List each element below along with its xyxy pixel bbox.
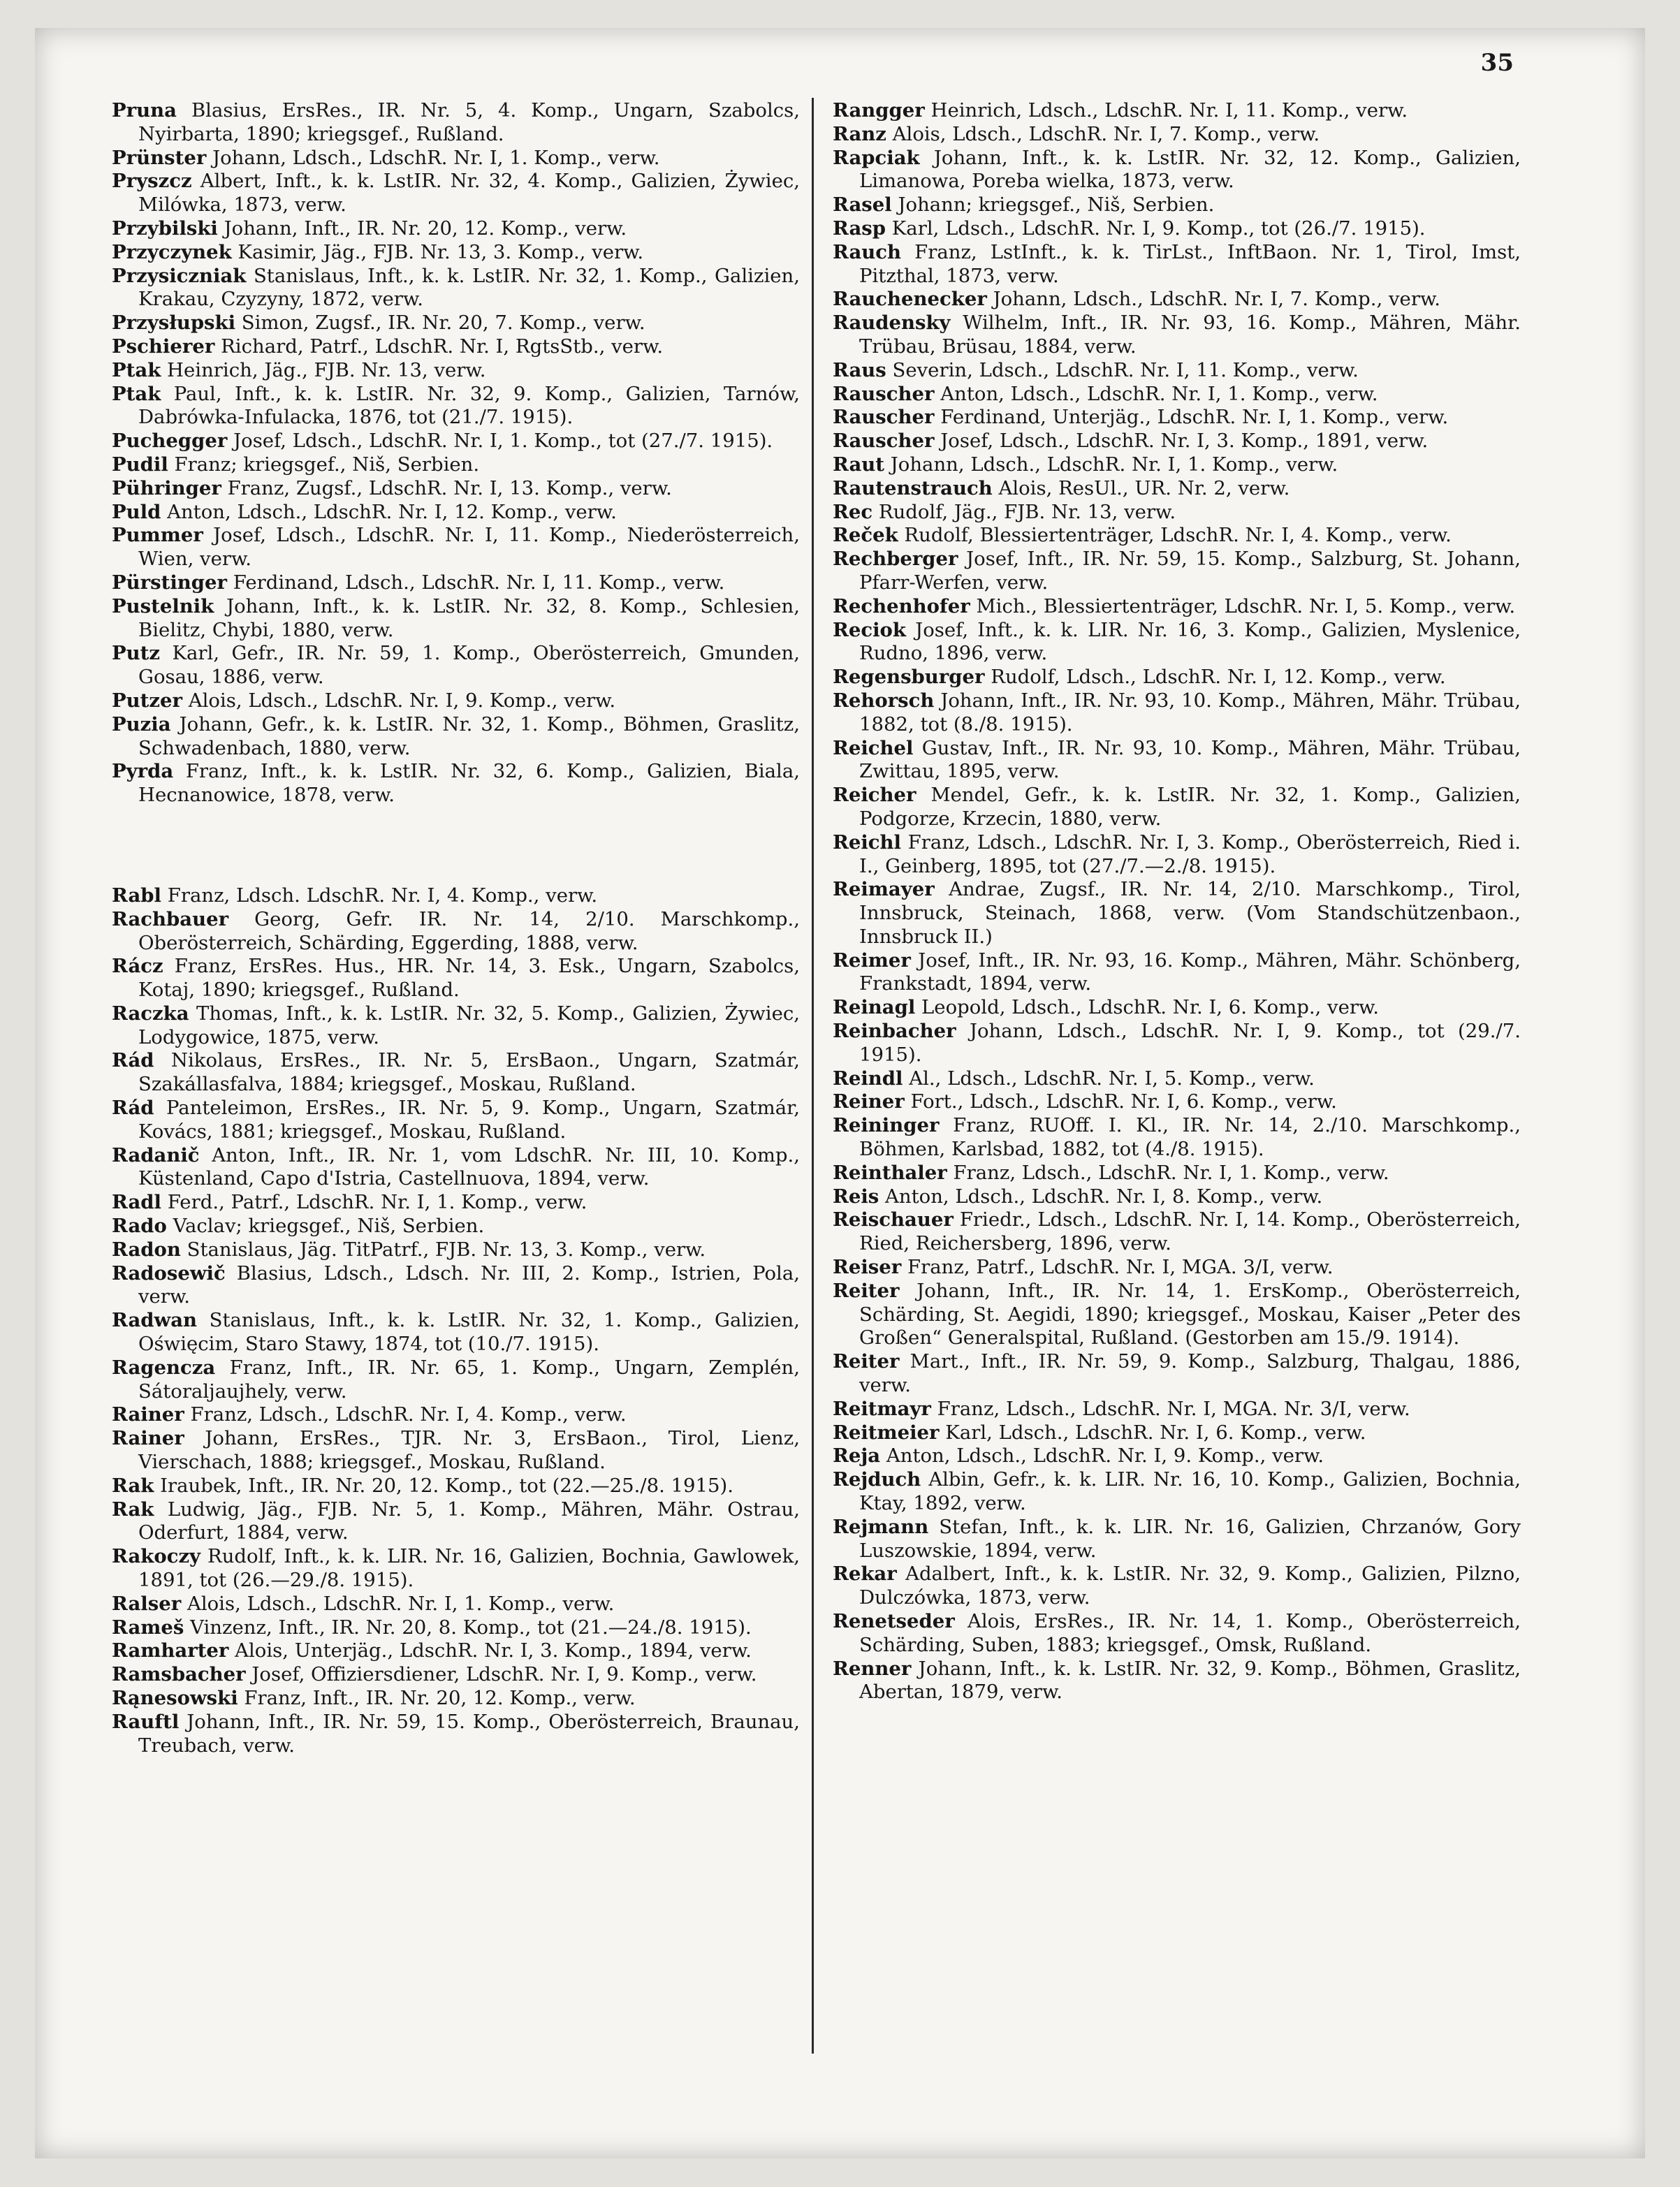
entry-details: Johann, Ldsch., LdschR. Nr. I, 7. Komp., verw.: [993, 288, 1440, 311]
entry-details: Georg, Gefr. IR. Nr. 14, 2/10. Marschkomp., Oberösterreich, Schärding, Eggerding, 1888, verw.: [138, 907, 800, 954]
register-entry: [112, 1002, 800, 1050]
entry-details: Mendel, Gefr., k. k. LstIR. Nr. 32, 1. Komp., Galizien, Podgorze, Krzecin, 1880, verw.: [859, 784, 1521, 830]
entry-surname: Rasel: [833, 193, 892, 217]
register-entry: [112, 1238, 800, 1262]
entry-surname: Pyrda: [112, 760, 174, 783]
register-entry: [833, 949, 1521, 997]
entry-surname: Rec: [833, 500, 873, 523]
register-entry: [112, 501, 800, 525]
register-entry: [112, 1498, 800, 1546]
entry-surname: Puld: [112, 500, 161, 523]
entry-surname: Pschierer: [112, 335, 215, 358]
register-entry: [112, 477, 800, 501]
entry-details: Franz, Ldsch., LdschR. Nr. I, 4. Komp., verw.: [190, 1403, 627, 1426]
entry-surname: Reciok: [833, 618, 906, 641]
entry-surname: Reichl: [833, 831, 901, 854]
register-entry: [112, 217, 800, 241]
entry-details: Josef, Ldsch., LdschR. Nr. I, 3. Komp., 1891, verw.: [940, 430, 1429, 453]
entry-surname: Ragencza: [112, 1356, 216, 1379]
register-entry: [833, 1020, 1521, 1067]
register-entry: [112, 1262, 800, 1310]
register-entry: [833, 193, 1521, 217]
register-entry: [833, 1185, 1521, 1209]
entry-details: Franz; kriegsgef., Niš, Serbien.: [174, 453, 480, 476]
entry-details: Alois, Ldsch., LdschR. Nr. I, 9. Komp., verw.: [188, 689, 616, 712]
entry-details: Johann, Inft., k. k. LstIR. Nr. 32, 8. Komp., Schlesien, Bielitz, Chybi, 1880, verw.: [138, 594, 800, 641]
entry-details: Vinzenz, Inft., IR. Nr. 20, 8. Komp., tot (21.—24./8. 1915).: [190, 1616, 752, 1639]
register-entry: [112, 1711, 800, 1758]
entry-details: Johann, Inft., IR. Nr. 20, 12. Komp., verw.: [224, 217, 627, 240]
entry-surname: Rautenstrauch: [833, 476, 993, 499]
entry-surname: Ramharter: [112, 1639, 229, 1662]
entry-surname: Reiter: [833, 1279, 900, 1302]
entry-details: Franz, Inft., IR. Nr. 20, 12. Komp., verw.: [244, 1687, 636, 1709]
entry-details: Stanislaus, Inft., k. k. LstIR. Nr. 32, 1. Komp., Galizien, Krakau, Czyzyny, 1872, verw.: [138, 264, 800, 311]
entry-details: Josef, Ldsch., LdschR. Nr. I, 1. Komp., tot (27./7. 1915).: [233, 430, 773, 453]
entry-surname: Putzer: [112, 689, 182, 712]
register-entry: [112, 908, 800, 956]
entry-details: Fort., Ldsch., LdschR. Nr. I, 6. Komp., verw.: [910, 1090, 1337, 1113]
entry-surname: Reischauer: [833, 1208, 954, 1231]
entry-surname: Rasp: [833, 217, 886, 240]
entry-details: Alois, ErsRes., IR. Nr. 14, 1. Komp., Oberösterreich, Schärding, Suben, 1883; kriegsgef., Omsk, Rußland.: [859, 1610, 1521, 1656]
entry-details: Severin, Ldsch., LdschR. Nr. I, 11. Komp., verw.: [892, 358, 1359, 381]
entry-details: Paul, Inft., k. k. LstIR. Nr. 32, 9. Komp., Galizien, Tarnów, Dabrówka-Infulacka, 1876, tot (21./7. 1915).: [138, 382, 800, 429]
entry-surname: Reinthaler: [833, 1161, 947, 1184]
entry-surname: Radanič: [112, 1143, 200, 1166]
entry-surname: Rachbauer: [112, 907, 229, 930]
entry-surname: Reiser: [833, 1256, 902, 1279]
left-column: [112, 99, 800, 1757]
register-entry: [112, 1616, 800, 1640]
entry-surname: Pürstinger: [112, 571, 227, 594]
register-entry: [833, 1563, 1521, 1610]
register-entry: [112, 1639, 800, 1663]
entry-surname: Rácz: [112, 955, 163, 978]
register-entry: [112, 1144, 800, 1192]
register-entry: [833, 524, 1521, 548]
entry-surname: Reimer: [833, 949, 911, 972]
entry-details: Alois, ResUl., UR. Nr. 2, verw.: [998, 476, 1290, 499]
entry-surname: Rabl: [112, 884, 161, 907]
entry-details: Josef, Inft., IR. Nr. 59, 15. Komp., Salzburg, St. Johann, Pfarr-Werfen, verw.: [859, 548, 1521, 594]
entry-details: Johann, Inft., k. k. LstIR. Nr. 32, 12. Komp., Galizien, Limanowa, Poreba wielka, 1873, verw.: [859, 146, 1521, 193]
entry-details: Johann, Ldsch., LdschR. Nr. I, 1. Komp., verw.: [890, 453, 1338, 476]
register-entry: [833, 501, 1521, 525]
register-entry: [833, 406, 1521, 430]
entry-details: Gustav, Inft., IR. Nr. 93, 10. Komp., Mähren, Mähr. Trübau, Zwittau, 1895, verw.: [859, 736, 1521, 783]
entry-details: Alois, Ldsch., LdschR. Nr. I, 1. Komp., verw.: [187, 1592, 615, 1615]
register-entry: [833, 1398, 1521, 1421]
entry-surname: Reininger: [833, 1114, 940, 1137]
register-entry: [112, 265, 800, 312]
register-entry: [112, 312, 800, 335]
entry-surname: Radon: [112, 1238, 181, 1261]
entry-surname: Rekar: [833, 1563, 897, 1586]
entry-surname: Renetseder: [833, 1610, 955, 1632]
entry-surname: Rauscher: [833, 382, 935, 405]
register-entry: [112, 595, 800, 643]
entry-surname: Przysiczniak: [112, 264, 247, 287]
entry-surname: Rechenhofer: [833, 594, 970, 617]
register-entry: [112, 1475, 800, 1498]
register-entry: [833, 1114, 1521, 1162]
register-entry: [112, 1687, 800, 1711]
register-entry: [833, 1090, 1521, 1114]
register-entry: [833, 1208, 1521, 1256]
entry-details: Heinrich, Jäg., FJB. Nr. 13, verw.: [167, 358, 486, 381]
register-entry: [833, 1256, 1521, 1280]
register-entry: [112, 170, 800, 217]
register-entry: [833, 123, 1521, 147]
register-entry: [833, 383, 1521, 407]
register-entry: [112, 147, 800, 170]
entry-details: Franz, Ldsch. LdschR. Nr. I, 4. Komp., verw.: [167, 884, 598, 907]
entry-details: Franz, Inft., k. k. LstIR. Nr. 32, 6. Komp., Galizien, Biala, Hecnanowice, 1878, verw.: [138, 760, 800, 807]
entry-surname: Rád: [112, 1097, 154, 1120]
entry-details: Karl, Ldsch., LdschR. Nr. I, 9. Komp., tot (26./7. 1915).: [891, 217, 1426, 240]
register-entry: [833, 1468, 1521, 1516]
entry-details: Mich., Blessiertenträger, LdschR. Nr. I, 5. Komp., verw.: [976, 594, 1516, 617]
register-entry: [833, 619, 1521, 666]
register-entry: [833, 784, 1521, 831]
entry-surname: Rejduch: [833, 1468, 921, 1491]
entry-details: Johann; kriegsgef., Niš, Serbien.: [898, 193, 1215, 217]
entry-details: Heinrich, Ldsch., LdschR. Nr. I, 11. Komp., verw.: [930, 99, 1408, 122]
entry-surname: Rak: [112, 1474, 154, 1497]
entry-details: Iraubek, Inft., IR. Nr. 20, 12. Komp., tot (22.—25./8. 1915).: [160, 1474, 734, 1497]
entry-surname: Pühringer: [112, 476, 221, 499]
entry-details: Ferdinand, Ldsch., LdschR. Nr. I, 11. Komp., verw.: [233, 571, 725, 594]
entry-surname: Przyczynek: [112, 240, 232, 263]
register-entry: [833, 1444, 1521, 1468]
register-entry: [833, 453, 1521, 477]
entry-details: Josef, Offiziersdiener, LdschR. Nr. I, 9. Komp., verw.: [251, 1663, 757, 1686]
entry-surname: Raus: [833, 358, 886, 381]
register-entry: [833, 1067, 1521, 1091]
entry-details: Franz, Ldsch., LdschR. Nr. I, MGA. Nr. 3/I, verw.: [937, 1397, 1410, 1420]
entry-details: Blasius, ErsRes., IR. Nr. 5, 4. Komp., Ungarn, Szabolcs, Nyirbarta, 1890; kriegsgef., Rußland.: [138, 99, 800, 145]
register-entry: [112, 884, 800, 908]
register-entry: [112, 1545, 800, 1593]
register-entry: [833, 666, 1521, 689]
register-entry: [833, 99, 1521, 123]
entry-surname: Rehorsch: [833, 689, 935, 712]
entry-surname: Ramsbacher: [112, 1663, 246, 1686]
entry-surname: Reimayer: [833, 878, 935, 901]
entry-details: Johann, Ldsch., LdschR. Nr. I, 9. Komp., tot (29./7. 1915).: [859, 1020, 1521, 1066]
entry-details: Franz, ErsRes. Hus., HR. Nr. 14, 3. Esk., Ungarn, Szabolcs, Kotaj, 1890; kriegsgef., Rußland.: [138, 955, 800, 1002]
entry-surname: Reiter: [833, 1350, 900, 1373]
register-entry: [833, 737, 1521, 784]
entry-details: Leopold, Ldsch., LdschR. Nr. I, 6. Komp., verw.: [921, 996, 1380, 1019]
register-entry: [112, 1427, 800, 1475]
register-entry: [112, 1191, 800, 1215]
register-entry: [112, 1593, 800, 1616]
entry-surname: Rauch: [833, 240, 902, 263]
entry-details: Anton, Inft., IR. Nr. 1, vom LdschR. Nr. III, 10. Komp., Küstenland, Capo d'Istria, Castellnuova, 1894, verw.: [138, 1143, 800, 1190]
entry-details: Thomas, Inft., k. k. LstIR. Nr. 32, 5. Komp., Galizien, Żywiec, Lodygowice, 1875, verw.: [138, 1002, 800, 1048]
register-entry: [112, 1663, 800, 1687]
entry-details: Johann, Inft., IR. Nr. 59, 15. Komp., Oberösterreich, Braunau, Treubach, verw.: [138, 1710, 800, 1757]
register-entry: [833, 430, 1521, 453]
entry-details: Karl, Ldsch., LdschR. Nr. I, 6. Komp., verw.: [945, 1421, 1366, 1444]
entry-surname: Reček: [833, 524, 898, 547]
register-entry: [112, 642, 800, 689]
entry-details: Nikolaus, ErsRes., IR. Nr. 5, ErsBaon., Ungarn, Szatmár, Szakállasfalva, 1884; kriegsgef., Moskau, Rußland.: [138, 1049, 800, 1096]
entry-details: Karl, Gefr., IR. Nr. 59, 1. Komp., Oberösterreich, Gmunden, Gosau, 1886, verw.: [138, 642, 800, 689]
entry-surname: Raudensky: [833, 312, 951, 335]
entry-surname: Reiner: [833, 1090, 905, 1113]
register-entry: [833, 689, 1521, 737]
entry-details: Franz, Patrf., LdschR. Nr. I, MGA. 3/I, verw.: [907, 1256, 1334, 1279]
page-number: 35: [1480, 49, 1514, 77]
entry-surname: Rechberger: [833, 548, 958, 571]
entry-details: Wilhelm, Inft., IR. Nr. 93, 16. Komp., Mähren, Mähr. Trübau, Brüsau, 1884, verw.: [859, 312, 1521, 358]
entry-surname: Ranz: [833, 122, 886, 145]
entry-surname: Renner: [833, 1657, 912, 1680]
register-entry: [112, 760, 800, 807]
entry-details: Albin, Gefr., k. k. LIR. Nr. 16, 10. Komp., Galizien, Bochnia, Ktay, 1892, verw.: [859, 1468, 1521, 1515]
entry-details: Kasimir, Jäg., FJB. Nr. 13, 3. Komp., verw.: [238, 240, 644, 263]
register-entry: [833, 288, 1521, 312]
entry-details: Mart., Inft., IR. Nr. 59, 9. Komp., Salzburg, Thalgau, 1886, verw.: [859, 1350, 1521, 1397]
entry-surname: Rapciak: [833, 146, 920, 169]
entry-surname: Reitmeier: [833, 1421, 940, 1444]
entry-details: Johann, Inft., k. k. LstIR. Nr. 32, 9. Komp., Böhmen, Graslitz, Abertan, 1879, verw.: [859, 1657, 1521, 1704]
entry-details: Franz, LstInft., k. k. TirLst., InftBaon. Nr. 1, Tirol, Imst, Pitzthal, 1873, verw.: [859, 240, 1521, 287]
left-column-p-entries: [112, 99, 800, 807]
entry-surname: Rainer: [112, 1427, 184, 1450]
register-entry: [112, 524, 800, 571]
entry-details: Franz, Zugsf., LdschR. Nr. I, 13. Komp., verw.: [227, 476, 672, 499]
entry-details: Rudolf, Inft., k. k. LIR. Nr. 16, Galizien, Bochnia, Gawlowek, 1891, tot (26.—29./8. 1915).: [138, 1545, 800, 1592]
entry-details: Andrae, Zugsf., IR. Nr. 14, 2/10. Marschkomp., Tirol, Innsbruck, Steinach, 1868, verw. (Vom Standschützenbaon., Innsbruck II.): [859, 878, 1521, 948]
register-entry: [833, 831, 1521, 879]
register-entry: [833, 1658, 1521, 1705]
entry-surname: Rauchenecker: [833, 288, 987, 311]
register-entry: [112, 1309, 800, 1356]
register-entry: [112, 713, 800, 761]
entry-surname: Reichel: [833, 736, 914, 759]
entry-surname: Radwan: [112, 1309, 198, 1332]
entry-surname: Przysłupski: [112, 312, 236, 335]
entry-details: Josef, Inft., k. k. LIR. Nr. 16, 3. Komp., Galizien, Myslenice, Rudno, 1896, verw.: [859, 618, 1521, 665]
entry-details: Josef, Inft., IR. Nr. 93, 16. Komp., Mähren, Mähr. Schönberg, Frankstadt, 1894, verw.: [859, 949, 1521, 995]
entry-surname: Rak: [112, 1498, 154, 1521]
entry-details: Anton, Ldsch., LdschR. Nr. I, 12. Komp., verw.: [167, 500, 617, 523]
entry-details: Simon, Zugsf., IR. Nr. 20, 7. Komp., verw.: [241, 312, 645, 335]
entry-details: Anton, Ldsch., LdschR. Nr. I, 9. Komp., verw.: [886, 1444, 1324, 1468]
entry-details: Blasius, Ldsch., Ldsch. Nr. III, 2. Komp., Istrien, Pola, verw.: [138, 1261, 800, 1308]
right-column-r-entries: [833, 99, 1521, 1704]
register-entry: [833, 359, 1521, 383]
entry-surname: Reicher: [833, 784, 916, 807]
entry-details: Stefan, Inft., k. k. LIR. Nr. 16, Galizien, Chrzanów, Gory Luszowskie, 1894, verw.: [859, 1515, 1521, 1562]
entry-details: Vaclav; kriegsgef., Niš, Serbien.: [173, 1215, 485, 1238]
right-column: [833, 99, 1521, 1704]
entry-surname: Rád: [112, 1049, 154, 1072]
column-divider: [812, 98, 814, 2054]
entry-surname: Pudil: [112, 453, 168, 476]
register-entry: [833, 1421, 1521, 1445]
entry-details: Stanislaus, Jäg. TitPatrf., FJB. Nr. 13, 3. Komp., verw.: [187, 1238, 706, 1261]
entry-details: Rudolf, Ldsch., LdschR. Nr. I, 12. Komp., verw.: [991, 666, 1446, 689]
entry-details: Friedr., Ldsch., LdschR. Nr. I, 14. Komp., Oberösterreich, Ried, Reichersberg, 1896, verw.: [859, 1208, 1521, 1255]
entry-details: Ludwig, Jäg., FJB. Nr. 5, 1. Komp., Mähren, Mähr. Ostrau, Oderfurt, 1884, verw.: [138, 1498, 800, 1544]
entry-details: Franz, Ldsch., LdschR. Nr. I, 1. Komp., verw.: [953, 1161, 1389, 1184]
entry-details: Johann, Gefr., k. k. LstIR. Nr. 32, 1. Komp., Böhmen, Graslitz, Schwadenbach, 1880, verw.: [138, 712, 800, 759]
entry-details: Johann, Ldsch., LdschR. Nr. I, 1. Komp., verw.: [212, 146, 660, 169]
entry-surname: Rado: [112, 1215, 167, 1238]
entry-details: Johann, ErsRes., TJR. Nr. 3, ErsBaon., Tirol, Lienz, Vierschach, 1888; kriegsgef., Moskau, Rußland.: [138, 1427, 800, 1474]
entry-details: Ferdinand, Unterjäg., LdschR. Nr. I, 1. Komp., verw.: [940, 406, 1449, 429]
entry-details: Stanislaus, Inft., k. k. LstIR. Nr. 32, 1. Komp., Galizien, Oświęcim, Staro Stawy, 1874, tot (10./7. 1915).: [138, 1309, 800, 1356]
register-entry: [833, 1516, 1521, 1563]
entry-details: Rudolf, Blessiertenträger, LdschR. Nr. I, 4. Komp., verw.: [904, 524, 1452, 547]
entry-surname: Reindl: [833, 1067, 903, 1090]
register-entry: [833, 548, 1521, 595]
entry-details: Panteleimon, ErsRes., IR. Nr. 5, 9. Komp., Ungarn, Szatmár, Kovács, 1881; kriegsgef., Moskau, Rußland.: [138, 1097, 800, 1143]
entry-details: Ferd., Patrf., LdschR. Nr. I, 1. Komp., verw.: [167, 1191, 587, 1214]
entry-surname: Reja: [833, 1444, 881, 1468]
entry-surname: Regensburger: [833, 666, 985, 689]
entry-surname: Rainer: [112, 1403, 184, 1426]
register-entry: [112, 1049, 800, 1097]
entry-details: Johann, Inft., IR. Nr. 14, 1. ErsKomp., Oberösterreich, Schärding, St. Aegidi, 1890; kriegsgef., Moskau, Kaiser „Peter des Großen“ Generalspital, Rußland. (Gestorben am 15./9. 1914).: [859, 1279, 1521, 1349]
register-entry: [112, 241, 800, 265]
entry-surname: Raczka: [112, 1002, 189, 1025]
register-entry: [112, 383, 800, 430]
entry-details: Franz, RUOff. I. Kl., IR. Nr. 14, 2./10. Marschkomp., Böhmen, Karlsbad, 1882, tot (4./8. 1915).: [859, 1114, 1521, 1161]
entry-surname: Przybilski: [112, 217, 218, 240]
entry-surname: Radosewič: [112, 1261, 226, 1285]
entry-details: Rudolf, Jäg., FJB. Nr. 13, verw.: [878, 500, 1176, 523]
entry-surname: Rangger: [833, 99, 925, 122]
entry-details: Albert, Inft., k. k. LstIR. Nr. 32, 4. Komp., Galizien, Żywiec, Milówka, 1873, verw.: [138, 170, 800, 217]
entry-surname: Rakoczy: [112, 1545, 201, 1568]
register-entry: [833, 217, 1521, 241]
section-gap: [112, 807, 800, 884]
entry-surname: Ptak: [112, 358, 161, 381]
entry-details: Al., Ldsch., LdschR. Nr. I, 5. Komp., verw.: [909, 1067, 1315, 1090]
entry-surname: Radl: [112, 1191, 161, 1214]
entry-surname: Ptak: [112, 382, 161, 405]
entry-surname: Reitmayr: [833, 1397, 931, 1420]
register-entry: [833, 147, 1521, 194]
register-entry: [112, 430, 800, 453]
entry-surname: Prünster: [112, 146, 207, 169]
register-entry: [833, 241, 1521, 288]
entry-surname: Pummer: [112, 524, 203, 547]
left-column-r-entries: [112, 884, 800, 1757]
register-entry: [112, 689, 800, 713]
register-entry: [833, 878, 1521, 949]
entry-surname: Pryszcz: [112, 170, 192, 193]
entry-details: Anton, Ldsch., LdschR. Nr. I, 8. Komp., verw.: [885, 1185, 1323, 1208]
register-entry: [833, 1610, 1521, 1658]
entry-surname: Reis: [833, 1185, 879, 1208]
register-entry: [833, 477, 1521, 501]
register-entry: [112, 1403, 800, 1427]
register-entry: [112, 1215, 800, 1238]
register-entry: [833, 312, 1521, 359]
entry-surname: Reinagl: [833, 996, 916, 1019]
register-entry: [112, 99, 800, 147]
entry-details: Alois, Unterjäg., LdschR. Nr. I, 3. Komp., 1894, verw.: [235, 1639, 752, 1662]
entry-surname: Rauscher: [833, 430, 935, 453]
entry-surname: Rąnesowski: [112, 1687, 238, 1709]
entry-details: Franz, Inft., IR. Nr. 65, 1. Komp., Ungarn, Zemplén, Sátoraljaujhely, verw.: [138, 1356, 800, 1403]
entry-details: Josef, Ldsch., LdschR. Nr. I, 11. Komp., Niederösterreich, Wien, verw.: [138, 524, 800, 571]
entry-details: Franz, Ldsch., LdschR. Nr. I, 3. Komp., Oberösterreich, Ried i. I., Geinberg, 1895, tot (27./7.—2./8. 1915).: [859, 831, 1521, 877]
register-entry: [833, 1162, 1521, 1185]
register-entry: [112, 359, 800, 383]
entry-surname: Ralser: [112, 1592, 182, 1615]
register-entry: [833, 1280, 1521, 1350]
entry-surname: Puchegger: [112, 430, 228, 453]
register-entry: [833, 996, 1521, 1020]
entry-surname: Rameš: [112, 1616, 184, 1639]
register-entry: [112, 1097, 800, 1144]
entry-surname: Puzia: [112, 712, 171, 736]
entry-details: Richard, Patrf., LdschR. Nr. I, RgtsStb., verw.: [221, 335, 664, 358]
register-entry: [112, 453, 800, 477]
register-entry: [833, 1350, 1521, 1398]
entry-surname: Reinbacher: [833, 1020, 956, 1043]
register-entry: [833, 595, 1521, 619]
entry-details: Anton, Ldsch., LdschR. Nr. I, 1. Komp., verw.: [940, 382, 1378, 405]
entry-details: Adalbert, Inft., k. k. LstIR. Nr. 32, 9. Komp., Galizien, Pilzno, Dulczówka, 1873, verw.: [859, 1563, 1521, 1609]
entry-surname: Rauftl: [112, 1710, 180, 1733]
entry-details: Alois, Ldsch., LdschR. Nr. I, 7. Komp., verw.: [892, 122, 1320, 145]
entry-surname: Putz: [112, 642, 160, 665]
entry-surname: Raut: [833, 453, 885, 476]
entry-surname: Rauscher: [833, 406, 935, 429]
entry-surname: Rejmann: [833, 1515, 929, 1538]
register-entry: [112, 955, 800, 1002]
entry-details: Johann, Inft., IR. Nr. 93, 10. Komp., Mähren, Mähr. Trübau, 1882, tot (8./8. 1915).: [859, 689, 1521, 736]
register-entry: [112, 571, 800, 595]
entry-surname: Pustelnik: [112, 594, 214, 617]
register-entry: [112, 1356, 800, 1404]
register-entry: [112, 335, 800, 359]
entry-surname: Pruna: [112, 99, 177, 122]
